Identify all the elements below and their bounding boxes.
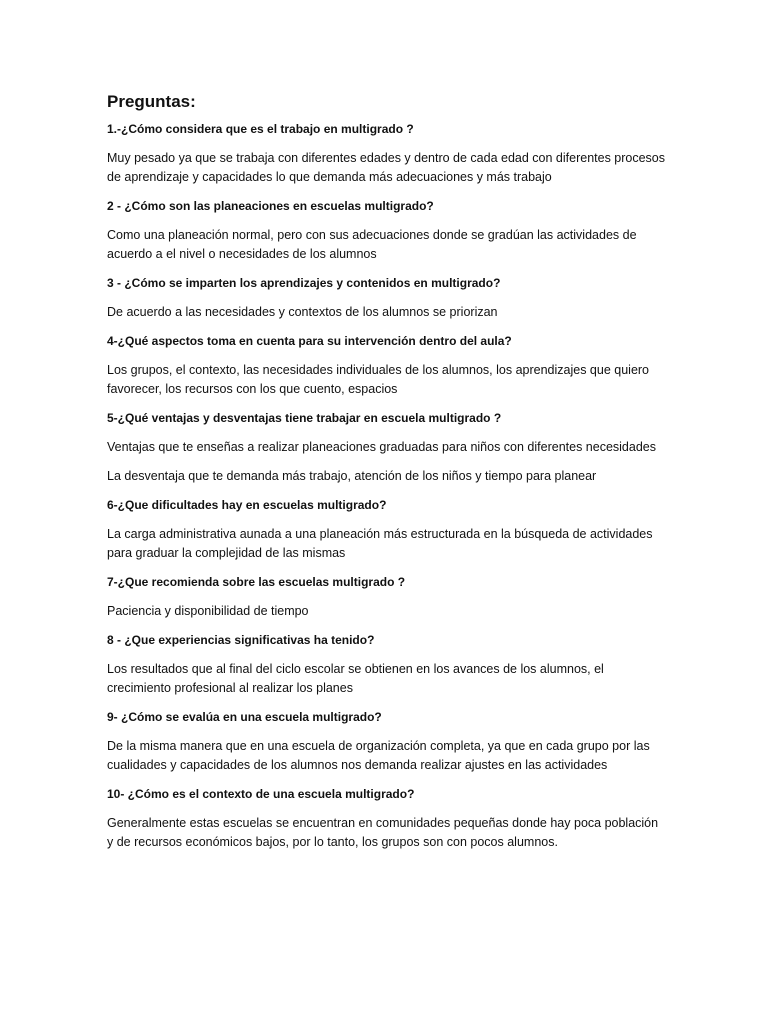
question-1: 1.-¿Cómo considera que es el trabajo en multigrado ? <box>107 122 414 136</box>
answer-5b: La desventaja que te demanda más trabajo, atención de los niños y tiempo para planear <box>107 469 597 483</box>
document-title: Preguntas: <box>107 92 196 111</box>
answer-5a: Ventajas que te enseñas a realizar planeaciones graduadas para niños con diferentes necesidades <box>107 440 656 454</box>
qa-item-4 <box>107 332 667 399</box>
answer-6: La carga administrativa aunada a una planeación más estructurada en la búsqueda de actividades para graduar la complejidad de las mismas <box>107 527 653 560</box>
question-8: 8 - ¿Que experiencias significativas ha tenido? <box>107 633 375 647</box>
question-7: 7-¿Que recomienda sobre las escuelas multigrado ? <box>107 575 406 589</box>
qa-item-2 <box>107 197 667 264</box>
question-2: 2 - ¿Cómo son las planeaciones en escuelas multigrado? <box>107 199 434 213</box>
answer-4: Los grupos, el contexto, las necesidades individuales de los alumnos, los aprendizajes que quiero favorecer, los recursos con los que cuento, espacios <box>107 363 650 396</box>
answer-7: Paciencia y disponibilidad de tiempo <box>107 604 309 618</box>
answer-3: De acuerdo a las necesidades y contextos de los alumnos se priorizan <box>107 305 498 319</box>
qa-item-9 <box>107 708 667 775</box>
answer-2: Como una planeación normal, pero con sus adecuaciones donde se gradúan las actividades de acuerdo a el nivel o necesidades de los alumnos <box>107 228 637 261</box>
answer-10: Generalmente estas escuelas se encuentran en comunidades pequeñas donde hay poca población y de recursos económicos bajos, por lo tanto, los grupos son con pocos alumnos. <box>107 816 659 849</box>
qa-item-8 <box>107 631 667 698</box>
answer-8: Los resultados que al final del ciclo escolar se obtienen en los avances de los alumnos, el crecimiento profesional al realizar los planes <box>107 662 604 695</box>
question-4: 4-¿Qué aspectos toma en cuenta para su intervención dentro del aula? <box>107 334 512 348</box>
question-9: 9- ¿Cómo se evalúa en una escuela multigrado? <box>107 710 382 724</box>
qa-item-1 <box>107 120 667 187</box>
qa-item-5 <box>107 409 667 486</box>
answer-1: Muy pesado ya que se trabaja con diferentes edades y dentro de cada edad con diferentes procesos de aprendizaje y capacidades lo que demanda más adecuaciones y más trabajo <box>107 151 666 184</box>
question-6: 6-¿Que dificultades hay en escuelas multigrado? <box>107 498 387 512</box>
question-3: 3 - ¿Cómo se imparten los aprendizajes y contenidos en multigrado? <box>107 276 501 290</box>
qa-item-10 <box>107 785 667 852</box>
qa-item-3 <box>107 274 667 322</box>
qa-item-6 <box>107 496 667 563</box>
answer-9: De la misma manera que en una escuela de organización completa, ya que en cada grupo por las cualidades y capacidades de los alumnos nos demanda realizar ajustes en las actividades <box>107 739 650 772</box>
question-5: 5-¿Qué ventajas y desventajas tiene trabajar en escuela multigrado ? <box>107 411 502 425</box>
document-page <box>107 90 667 862</box>
qa-item-7 <box>107 573 667 621</box>
question-10: 10- ¿Cómo es el contexto de una escuela multigrado? <box>107 787 415 801</box>
